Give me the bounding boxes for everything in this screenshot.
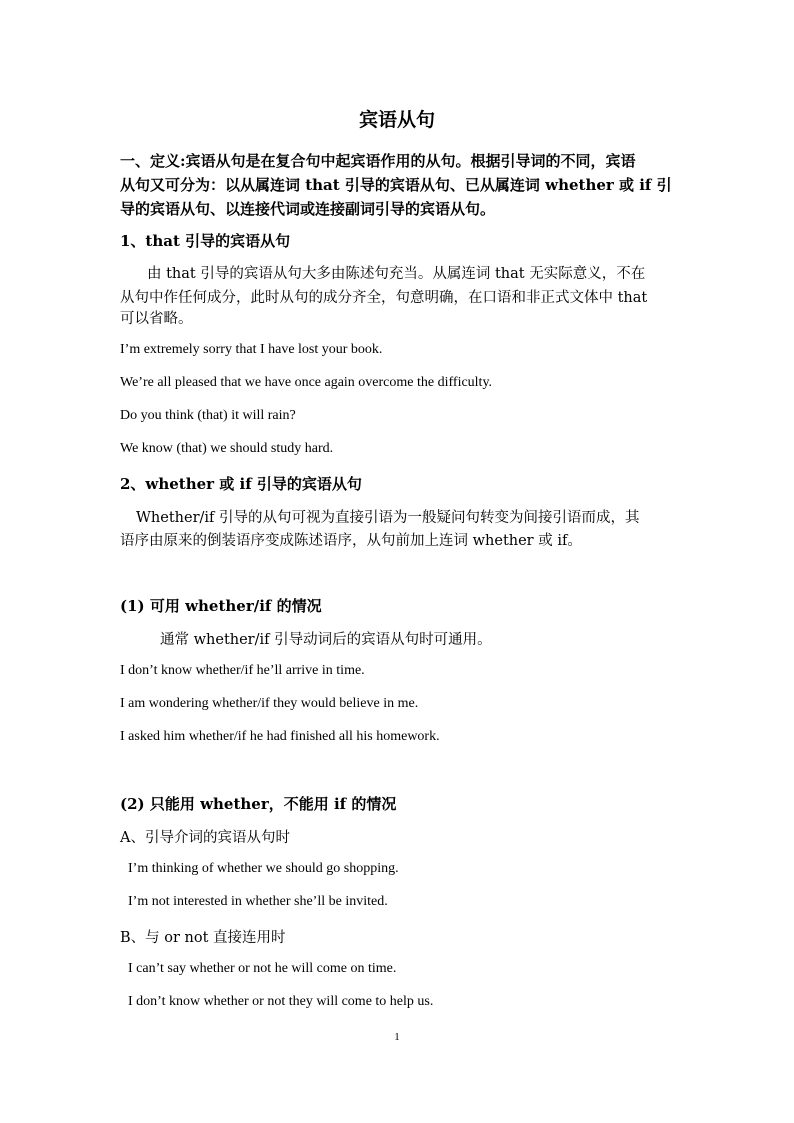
sub1-heading: (1) 可用 whether/if 的情况 [120, 597, 322, 615]
section2-explanation-line-1: Whether/if 引导的从句可视为直接引语为一般疑问句转变为间接引语而成，其 [136, 510, 640, 526]
definition-line-3: 导的宾语从句、以连接代词或连接副词引导的宾语从句。 [120, 200, 496, 218]
section2-explanation-line-2: 语序由原来的倒装语序变成陈述语序，从句前加上连词 whether 或 if。 [120, 533, 582, 549]
section1-explanation-line-3: 可以省略。 [120, 311, 193, 327]
section1-example-1: I’m extremely sorry that I have lost your book. [120, 342, 383, 357]
sub2-part-a-label: A、引导介词的宾语从句时 [120, 830, 290, 846]
sub1-example-2: I am wondering whether/if they would believe in me. [120, 696, 419, 711]
section1-example-4: We know (that) we should study hard. [120, 441, 334, 456]
sub1-explanation: 通常 whether/if 引导动词后的宾语从句时可通用。 [160, 632, 492, 648]
sub1-example-3: I asked him whether/if he had finished all his homework. [120, 729, 440, 744]
sub2-part-a-example-1: I’m thinking of whether we should go shopping. [128, 861, 399, 876]
section1-explanation-line-2: 从句中作任何成分，此时从句的成分齐全，句意明确，在口语和非正式文体中 that [120, 290, 648, 306]
definition-line-1: 一、定义:宾语从句是在复合句中起宾语作用的从句。根据引导词的不同，宾语 [120, 152, 636, 170]
sub2-heading: (2) 只能用 whether，不能用 if 的情况 [120, 795, 397, 813]
sub2-part-a-example-2: I’m not interested in whether she’ll be invited. [128, 894, 388, 909]
section1-example-2: We’re all pleased that we have once again overcome the difficulty. [120, 375, 493, 390]
section1-explanation-line-1: 由 that 引导的宾语从句大多由陈述句充当。从属连词 that 无实际意义，不在 [147, 266, 646, 282]
definition-line-2: 从句又可分为：以从属连词 that 引导的宾语从句、已从属连词 whether 或 if 引 [120, 176, 672, 194]
sub1-example-1: I don’t know whether/if he’ll arrive in time. [120, 663, 365, 678]
page-number: 1 [394, 1031, 400, 1043]
sub2-part-b-label: B、与 or not 直接连用时 [120, 930, 286, 946]
page-title: 宾语从句 [358, 109, 435, 131]
section1-example-3: Do you think (that) it will rain? [120, 408, 296, 423]
section2-heading: 2、whether 或 if 引导的宾语从句 [120, 475, 362, 493]
section1-heading: 1、that 引导的宾语从句 [120, 232, 291, 250]
sub2-part-b-example-2: I don’t know whether or not they will come to help us. [128, 994, 434, 1009]
sub2-part-b-example-1: I can’t say whether or not he will come on time. [128, 961, 397, 976]
